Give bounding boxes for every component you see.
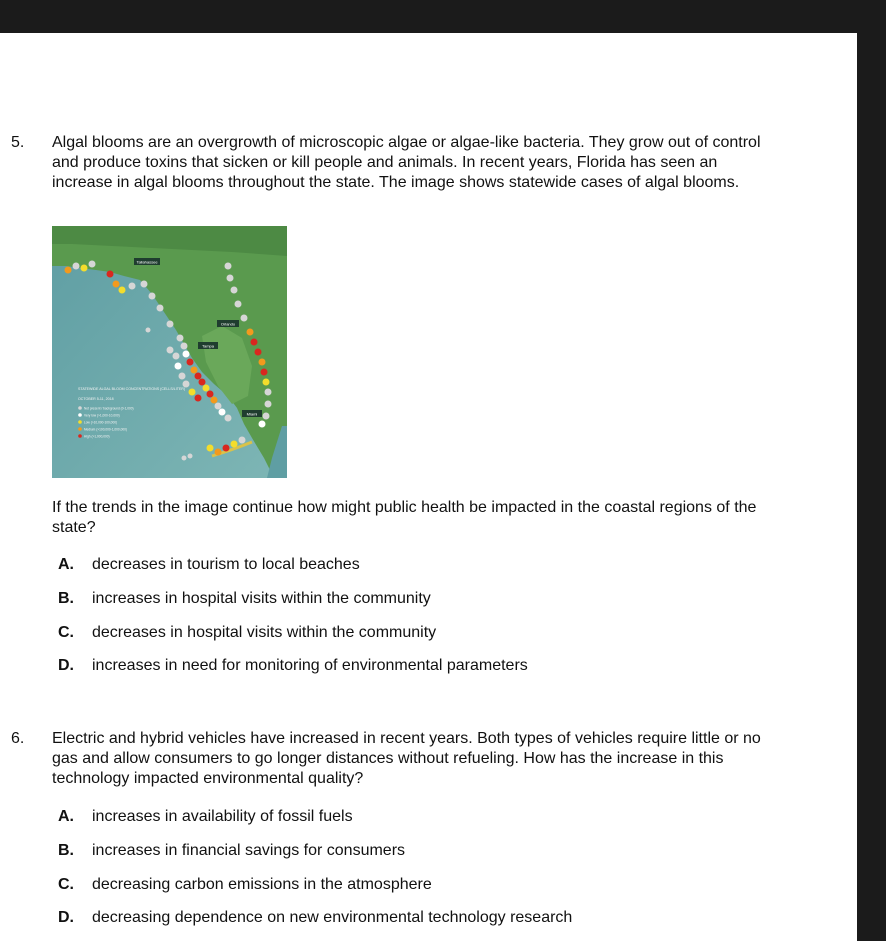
question-number: 5. xyxy=(11,134,25,151)
dot xyxy=(177,335,184,342)
dot xyxy=(231,287,238,294)
choice-letter: A. xyxy=(58,808,74,825)
choice-letter: A. xyxy=(58,556,74,573)
dot xyxy=(207,391,214,398)
dot xyxy=(65,267,72,274)
choice-6c[interactable] xyxy=(58,874,818,896)
city-label-tallahassee: Tallahassee xyxy=(136,259,158,265)
dot xyxy=(73,263,80,270)
dot xyxy=(188,454,193,459)
dot xyxy=(241,315,248,322)
legend-item: Medium (>100,000-1,000,000) xyxy=(84,427,127,432)
dot xyxy=(113,281,120,288)
algal-bloom-map xyxy=(52,226,287,478)
choice-5d[interactable] xyxy=(58,655,818,677)
dot xyxy=(211,397,218,404)
choice-letter: C. xyxy=(58,876,74,893)
right-bar xyxy=(857,0,886,941)
choice-text: increases in financial savings for consumers xyxy=(92,842,406,859)
dot xyxy=(239,437,246,444)
choice-letter: B. xyxy=(58,842,74,859)
dot xyxy=(225,415,232,422)
dot xyxy=(183,351,190,358)
dot xyxy=(195,395,202,402)
legend-item: Very low (>1,000-10,000) xyxy=(84,413,120,418)
dot xyxy=(89,261,96,268)
dot xyxy=(191,367,198,374)
legend-swatch xyxy=(78,406,82,410)
dot xyxy=(81,265,88,272)
dot xyxy=(261,369,268,376)
dot xyxy=(207,445,214,452)
dot xyxy=(215,449,222,456)
dot xyxy=(263,413,270,420)
dot xyxy=(265,401,272,408)
dot xyxy=(141,281,148,288)
city-label-tampa: Tampa xyxy=(201,343,215,349)
legend-item: Low (>10,000-100,000) xyxy=(84,420,118,425)
legend-swatch xyxy=(78,413,82,417)
dot xyxy=(259,359,266,366)
city-label-orlando: Orlando xyxy=(220,321,236,327)
top-bar xyxy=(0,0,886,33)
legend-swatch xyxy=(78,434,82,438)
dot xyxy=(255,349,262,356)
dot xyxy=(227,275,234,282)
choice-text: increases in availability of fossil fuels xyxy=(92,808,353,825)
dot xyxy=(167,321,174,328)
choice-text: increases in hospital visits within the community xyxy=(92,590,431,607)
dot xyxy=(235,301,242,308)
choice-5b[interactable] xyxy=(58,588,818,610)
dot xyxy=(219,409,226,416)
dot xyxy=(107,271,114,278)
dot xyxy=(215,403,222,410)
dot xyxy=(265,389,272,396)
question-prompt: If the trends in the image continue how might public health be impacted in the coastal regions of the state? xyxy=(52,499,757,536)
dot xyxy=(263,379,270,386)
question-number: 6. xyxy=(11,730,25,747)
dot xyxy=(149,293,156,300)
city-label-miami: Miami xyxy=(246,411,258,417)
dot xyxy=(157,305,164,312)
dot xyxy=(179,373,186,380)
dot xyxy=(181,343,188,350)
dot xyxy=(119,287,126,294)
choice-5c[interactable] xyxy=(58,622,818,644)
question-stem: Electric and hybrid vehicles have increased in recent years. Both types of vehicles require little or no gas and allow consumers to go longer distances without refueling. How has the increase in this technology impacted environmental quality? xyxy=(52,730,761,787)
choice-letter: B. xyxy=(58,590,74,607)
dot xyxy=(247,329,254,336)
choice-text: decreases in hospital visits within the community xyxy=(92,624,437,641)
question-stem: Algal blooms are an overgrowth of microscopic algae or algae-like bacteria. They grow out of control and produce toxins that sicken or kill people and animals. In recent years, Florida has seen an increase in algal blooms throughout the state. The image shows statewide cases of algal blooms. xyxy=(52,134,761,191)
dot xyxy=(203,385,210,392)
legend-swatch xyxy=(78,427,82,431)
dot xyxy=(189,389,196,396)
legend-date: OCTOBER 5-11, 2018 xyxy=(78,397,114,401)
dot xyxy=(251,339,258,346)
dot xyxy=(199,379,206,386)
choice-text: increases in need for monitoring of environmental parameters xyxy=(92,657,528,674)
dot xyxy=(225,263,232,270)
dot xyxy=(259,421,266,428)
dot xyxy=(182,456,187,461)
choice-text: decreasing carbon emissions in the atmosphere xyxy=(92,876,432,893)
dot xyxy=(195,373,202,380)
dot xyxy=(231,441,238,448)
dot xyxy=(173,353,180,360)
choice-5a[interactable] xyxy=(58,554,818,576)
choice-letter: D. xyxy=(58,657,74,674)
choice-text: decreasing dependence on new environmental technology research xyxy=(92,909,573,926)
dot xyxy=(187,359,194,366)
choice-letter: C. xyxy=(58,624,74,641)
choice-6b[interactable] xyxy=(58,840,818,862)
choice-letter: D. xyxy=(58,909,74,926)
dot xyxy=(146,328,151,333)
choice-6a[interactable] xyxy=(58,806,818,828)
dot xyxy=(223,445,230,452)
legend-title: STATEWIDE ALGAL BLOOM CONCENTRATIONS (CELLS/LITER) xyxy=(78,387,186,391)
dot xyxy=(167,347,174,354)
choice-6d[interactable] xyxy=(58,907,818,929)
choice-text: decreases in tourism to local beaches xyxy=(92,556,360,573)
legend-item: Not present / background (0-1,000) xyxy=(84,406,134,411)
dot xyxy=(129,283,136,290)
dot xyxy=(175,363,182,370)
legend-swatch xyxy=(78,420,82,424)
legend-item: High (>1,000,000) xyxy=(84,434,110,439)
florida-map-image xyxy=(52,226,287,478)
